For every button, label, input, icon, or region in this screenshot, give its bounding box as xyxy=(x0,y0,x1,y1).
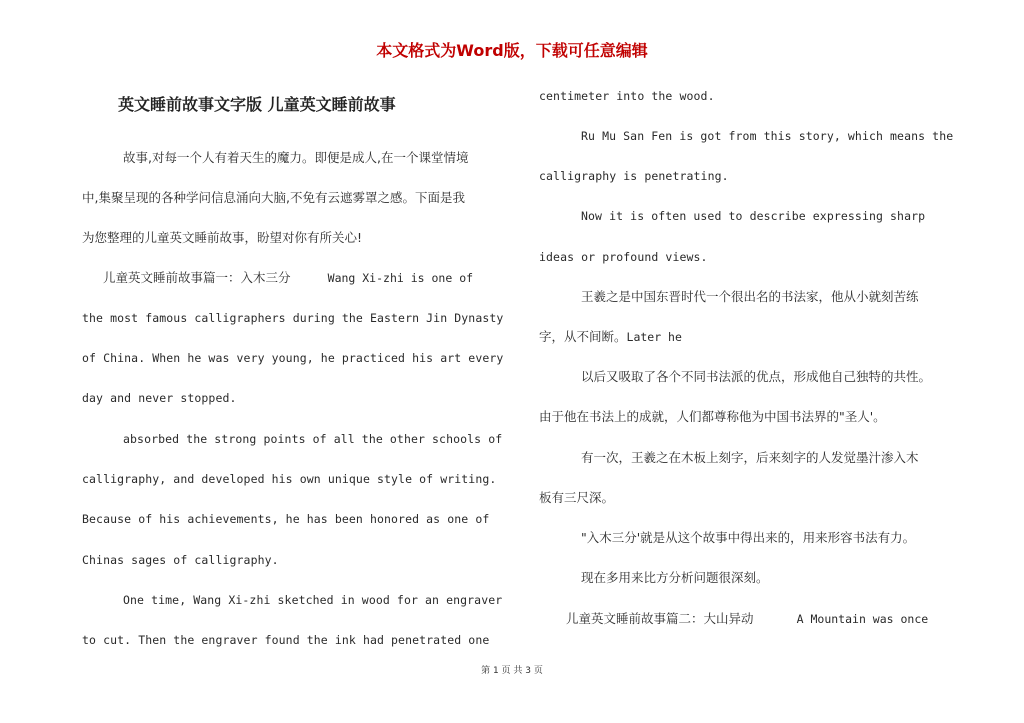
left-line: calligraphy, and developed his own unique style of writing. xyxy=(82,472,497,486)
left-line xyxy=(103,270,473,286)
right-line-text: A Mountain was once xyxy=(796,612,929,626)
left-line: absorbed the strong points of all the other schools of xyxy=(123,432,503,446)
left-line: 故事,对每一个人有着天生的魔力。即便是成人,在一个课堂情境 xyxy=(123,150,469,165)
left-line: One time, Wang Xi-zhi sketched in wood for an engraver xyxy=(123,593,503,607)
left-line: day and never stopped. xyxy=(82,391,237,405)
story-two-heading: 儿童英文睡前故事篇二：大山异动 xyxy=(566,611,754,626)
right-line: Now it is often used to describe expressing sharp xyxy=(581,209,926,223)
left-line: the most famous calligraphers during the Eastern Jin Dynasty xyxy=(82,311,504,325)
left-line: to cut. Then the engraver found the ink had penetrated one xyxy=(82,633,490,647)
left-line: 中,集聚呈现的各种学问信息涌向大脑,不免有云遮雾罩之感。下面是我 xyxy=(82,190,465,205)
right-line-text: 字，从不间断。 xyxy=(539,329,627,344)
right-line: calligraphy is penetrating. xyxy=(539,169,729,183)
right-line xyxy=(566,611,928,627)
right-line: "入木三分'就是从这个故事中得出来的，用来形容书法有力。 xyxy=(581,530,916,545)
right-line: 有一次，王羲之在木板上刻字，后来刻字的人发觉墨汁渗入木 xyxy=(581,450,919,465)
left-line-text: Wang Xi-zhi is one of xyxy=(327,271,474,285)
right-line: 板有三尺深。 xyxy=(539,490,615,505)
right-line: ideas or profound views. xyxy=(539,250,708,264)
left-line: Chinas sages of calligraphy. xyxy=(82,553,279,567)
right-line-text: Later he xyxy=(626,330,682,344)
right-line: 王羲之是中国东晋时代一个很出名的书法家，他从小就刻苦练 xyxy=(581,289,919,304)
edit-notice-banner: 本文格式为Word版，下载可任意编辑 xyxy=(376,41,648,60)
document-title: 英文睡前故事文字版 儿童英文睡前故事 xyxy=(118,95,396,114)
right-line: centimeter into the wood. xyxy=(539,89,715,103)
left-line: Because of his achievements, he has been honored as one of xyxy=(82,512,490,526)
page-number: 第 1 页 共 3 页 xyxy=(481,666,543,676)
left-line: 为您整理的儿童英文睡前故事，盼望对你有所关心! xyxy=(82,230,363,245)
right-line: 以后又吸取了各个不同书法派的优点，形成他自己独特的共性。 xyxy=(581,369,932,384)
right-line: Ru Mu San Fen is got from this story, which means the xyxy=(581,129,954,143)
left-line: of China. When he was very young, he practiced his art every xyxy=(82,351,504,365)
story-one-heading: 儿童英文睡前故事篇一：入木三分 xyxy=(103,270,291,285)
right-line: 现在多用来比方分析问题很深刻。 xyxy=(581,570,769,585)
right-line xyxy=(539,329,682,345)
right-line: 由于他在书法上的成就，人们都尊称他为中国书法界的"圣人'。 xyxy=(539,409,886,424)
